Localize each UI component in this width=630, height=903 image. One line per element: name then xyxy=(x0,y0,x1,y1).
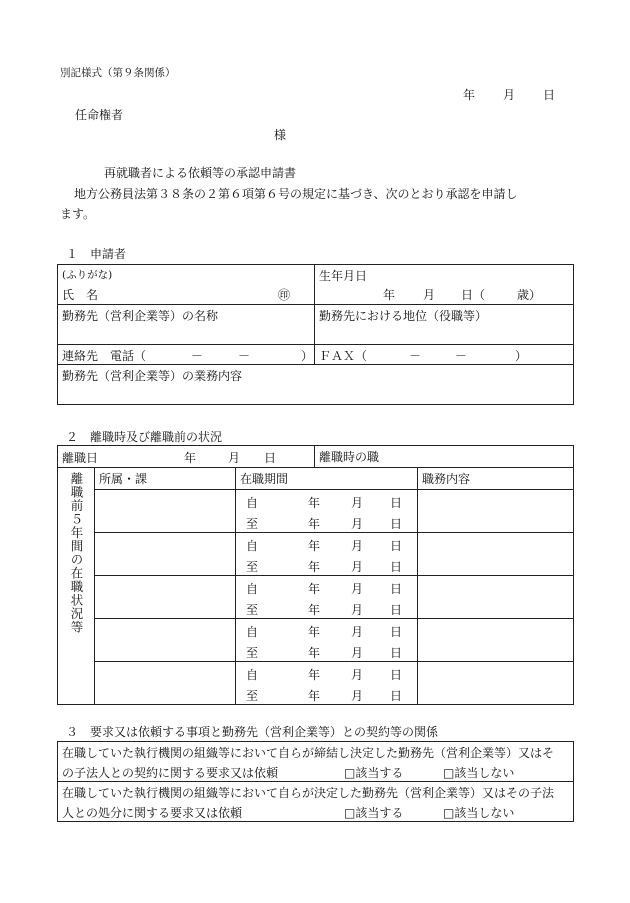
disposition-item-cell xyxy=(58,782,574,822)
disposition-item-line-2: 人との処分に関する要求又は依頼 xyxy=(62,806,243,820)
period-from-day: 日 xyxy=(390,539,403,553)
period-to-day: 日 xyxy=(390,689,403,703)
period-to-day: 日 xyxy=(390,646,403,660)
furigana-label: (ふりがな) xyxy=(62,269,113,281)
history-period-cell[interactable] xyxy=(236,662,418,705)
retire-day-label: 日 xyxy=(264,451,277,465)
side-label: 離職前５年間の在職状況等 xyxy=(69,472,84,634)
history-duties-cell[interactable] xyxy=(418,490,574,533)
employer-name-cell[interactable] xyxy=(58,305,315,345)
period-to-day: 日 xyxy=(390,603,403,617)
employer-name-label: 勤務先（営利企業等）の名称 xyxy=(62,309,219,323)
period-from-label: 自 xyxy=(246,539,259,553)
period-to-year: 年 xyxy=(308,646,321,660)
period-header-label: 在職期間 xyxy=(240,472,289,486)
period-to-month: 月 xyxy=(351,689,364,703)
period-from-year: 年 xyxy=(308,625,321,639)
period-from-month: 月 xyxy=(351,668,364,682)
section1-heading: １ 申請者 xyxy=(66,247,127,261)
retire-year-label: 年 xyxy=(184,451,197,465)
business-content-cell[interactable] xyxy=(58,365,574,405)
period-from-label: 自 xyxy=(246,582,259,596)
phone-cell[interactable] xyxy=(58,345,315,365)
history-duties-cell[interactable] xyxy=(418,662,574,705)
period-from-year: 年 xyxy=(308,582,321,596)
period-to-day: 日 xyxy=(390,517,403,531)
dept-header xyxy=(95,468,236,490)
history-dept-cell[interactable] xyxy=(95,533,236,576)
phone-dash-2: － xyxy=(238,349,251,363)
disposition-not-applicable-checkbox[interactable]: □該当しない xyxy=(443,806,515,820)
period-from-day: 日 xyxy=(390,582,403,596)
fax-label: ＦＡＸ（ xyxy=(319,349,368,363)
retire-date-label: 離職日 xyxy=(62,451,99,465)
period-from-month: 月 xyxy=(351,625,364,639)
period-to-label: 至 xyxy=(246,689,259,703)
side-label-cell xyxy=(58,468,95,705)
period-to-year: 年 xyxy=(308,517,321,531)
contract-item-line-1: 在職していた執行機関の組織等において自らが締結し決定した勤務先（営利企業等）又はそ xyxy=(62,746,555,760)
period-from-month: 月 xyxy=(351,496,364,510)
period-to-month: 月 xyxy=(351,517,364,531)
history-dept-cell[interactable] xyxy=(95,619,236,662)
birthdate-label: 生年月日 xyxy=(319,269,368,283)
period-to-month: 月 xyxy=(351,560,364,574)
period-from-day: 日 xyxy=(390,668,403,682)
birth-age-label: 歳） xyxy=(517,288,542,302)
birthdate-cell[interactable] xyxy=(315,265,574,305)
birth-day-label: 日（ xyxy=(461,288,486,302)
period-to-year: 年 xyxy=(308,560,321,574)
period-to-year: 年 xyxy=(308,689,321,703)
fax-dash-1: － xyxy=(409,349,422,363)
history-period-cell[interactable] xyxy=(236,576,418,619)
birth-year-label: 年 xyxy=(383,288,396,302)
period-from-label: 自 xyxy=(246,668,259,682)
period-to-label: 至 xyxy=(246,603,259,617)
form-reference: 別記様式（第９条関係） xyxy=(60,67,176,79)
history-dept-cell[interactable] xyxy=(95,576,236,619)
contract-item-cell xyxy=(58,742,574,782)
disposition-applicable-checkbox[interactable]: □該当する xyxy=(344,806,404,820)
history-period-cell[interactable] xyxy=(236,619,418,662)
name-cell[interactable] xyxy=(58,265,315,305)
phone-dash-1: － xyxy=(191,349,204,363)
phone-label: 連絡先 電話（ xyxy=(62,349,147,363)
intro-line-2: ます。 xyxy=(60,207,96,221)
employer-position-label: 勤務先における地位（役職等） xyxy=(319,309,488,323)
date-year-label: 年 xyxy=(463,88,476,102)
history-period-cell[interactable] xyxy=(236,490,418,533)
contract-applicable-checkbox[interactable]: □該当する xyxy=(344,766,404,780)
period-from-day: 日 xyxy=(390,496,403,510)
duties-header-label: 職務内容 xyxy=(422,472,471,486)
contract-item-line-2: の子法人との契約に関する要求又は依頼 xyxy=(62,766,279,780)
date-day-label: 日 xyxy=(543,88,556,102)
fax-cell[interactable] xyxy=(315,345,574,365)
duties-header xyxy=(418,468,574,490)
period-from-year: 年 xyxy=(308,539,321,553)
period-from-month: 月 xyxy=(351,539,364,553)
contract-not-applicable-checkbox[interactable]: □該当しない xyxy=(443,766,515,780)
addressee-label: 任命権者 xyxy=(75,108,124,122)
retirement-table xyxy=(57,445,574,705)
fax-close: ） xyxy=(515,349,528,363)
period-from-year: 年 xyxy=(308,668,321,682)
contract-relation-table xyxy=(57,741,574,822)
period-to-month: 月 xyxy=(351,646,364,660)
phone-close: ） xyxy=(301,349,314,363)
seal-icon: ㊞ xyxy=(278,288,291,302)
history-duties-cell[interactable] xyxy=(418,576,574,619)
history-duties-cell[interactable] xyxy=(418,533,574,576)
period-to-month: 月 xyxy=(351,603,364,617)
date-month-label: 月 xyxy=(503,88,516,102)
section2-heading: ２ 離職時及び離職前の状況 xyxy=(66,430,223,444)
fax-dash-2: － xyxy=(455,349,468,363)
period-from-year: 年 xyxy=(308,496,321,510)
history-period-cell[interactable] xyxy=(236,533,418,576)
name-label: 氏 名 xyxy=(62,288,99,302)
period-from-month: 月 xyxy=(351,582,364,596)
period-to-day: 日 xyxy=(390,560,403,574)
period-to-label: 至 xyxy=(246,646,259,660)
period-to-label: 至 xyxy=(246,517,259,531)
intro-line-1: 地方公務員法第３８条の２第６項第６号の規定に基づき、次のとおり承認を申請し xyxy=(74,187,518,201)
period-from-label: 自 xyxy=(246,625,259,639)
retire-month-label: 月 xyxy=(228,451,241,465)
birth-month-label: 月 xyxy=(423,288,436,302)
period-from-day: 日 xyxy=(390,625,403,639)
retire-date-cell[interactable] xyxy=(58,446,315,468)
history-duties-cell[interactable] xyxy=(418,619,574,662)
business-content-label: 勤務先（営利企業等）の業務内容 xyxy=(62,369,243,383)
employer-position-cell[interactable] xyxy=(315,305,574,345)
section3-heading: ３ 要求又は依頼する事項と勤務先（営利企業等）との契約等の関係 xyxy=(66,725,439,739)
applicant-table xyxy=(57,264,574,405)
period-to-label: 至 xyxy=(246,560,259,574)
history-dept-cell[interactable] xyxy=(95,662,236,705)
retire-post-cell[interactable] xyxy=(315,446,574,468)
retire-post-label: 離職時の職 xyxy=(319,450,380,464)
document-title: 再就職者による依頼等の承認申請書 xyxy=(104,166,297,180)
disposition-item-line-1: 在職していた執行機関の組織等において自らが決定した勤務先（営利企業等）又はその子法 xyxy=(62,786,555,800)
dept-header-label: 所属・課 xyxy=(99,472,148,486)
history-dept-cell[interactable] xyxy=(95,490,236,533)
period-to-year: 年 xyxy=(308,603,321,617)
period-from-label: 自 xyxy=(246,496,259,510)
period-header xyxy=(236,468,418,490)
sama-label: 様 xyxy=(274,128,287,142)
